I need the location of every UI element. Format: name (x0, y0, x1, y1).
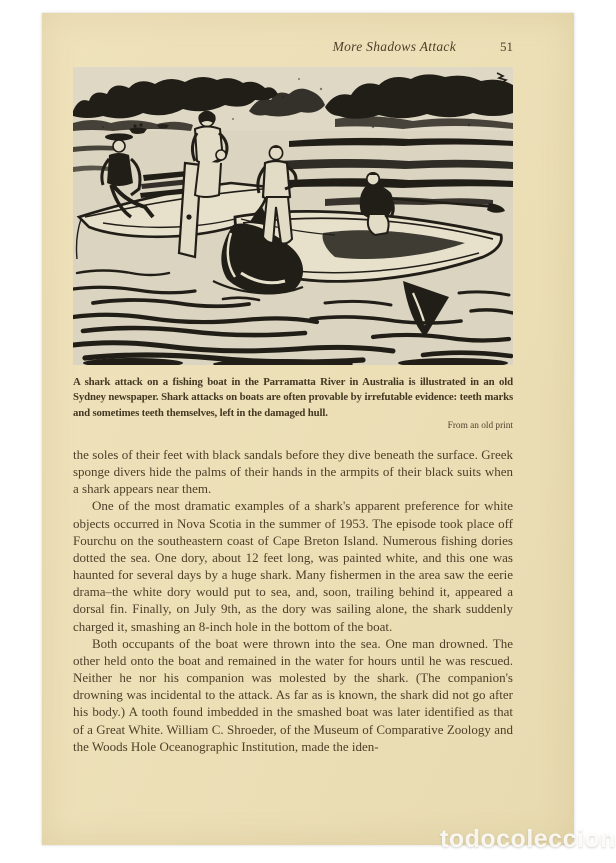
todocoleccion-watermark: todocoleccion (440, 825, 616, 853)
shark-attack-illustration (73, 67, 513, 365)
figure-caption: A shark attack on a fishing boat in the Parramatta River in Australia is illustrated in an old Sydney newspaper. Shark attacks on boats are often provable by irrefutable evidence: teeth marks and sometimes teeth themselves, left in the damaged hull. (73, 376, 513, 419)
page-number: 51 (500, 39, 513, 54)
paragraph-occupants: Both occupants of the boat were thrown into the sea. One man drowned. The other held onto the boat and remained in the water for hours until he was rescued. Neither he nor his companion was molested by the shark. (The companion's drowning was incidental to the attack. As far as is known, the shark did not go after his body.) A tooth found imbedded in the smashed boat was later identified as that of a Great White. William C. Shroeder, of the Museum of Comparative Zoology and the Woods Hole Oceanographic Institution, made the iden- (73, 635, 513, 754)
figure-credit: From an old print (447, 421, 513, 431)
paragraph-continuation: the soles of their feet with black sandals before they dive beneath the surface. Greek sponge divers hide the palms of their hands in the armpits of their black suits when a shark appears near them. (73, 447, 513, 497)
body-text (73, 446, 513, 755)
book-page (42, 13, 574, 845)
running-head (73, 39, 513, 55)
shark-attack-print-image (73, 67, 513, 365)
paragraph-nova-scotia: One of the most dramatic examples of a shark's apparent preference for white objects occurred in Nova Scotia in the summer of 1953. The episode took place off Fourchu on the southeastern coast of Cape Breton Island. Numerous fishing dories dotted the sea. One dory, about 12 feet long, was painted white, and this one was haunted for several days by a huge shark. Many fishermen in the area saw the eerie drama–the white dory would put to sea, and, soon, trailing behind it, appeared a dorsal fin. Finally, on July 9th, as the dory was sailing alone, the shark suddenly charged it, smashing an 8-inch hole in the bottom of the boat. (73, 498, 513, 634)
chapter-title: More Shadows Attack (332, 39, 456, 54)
